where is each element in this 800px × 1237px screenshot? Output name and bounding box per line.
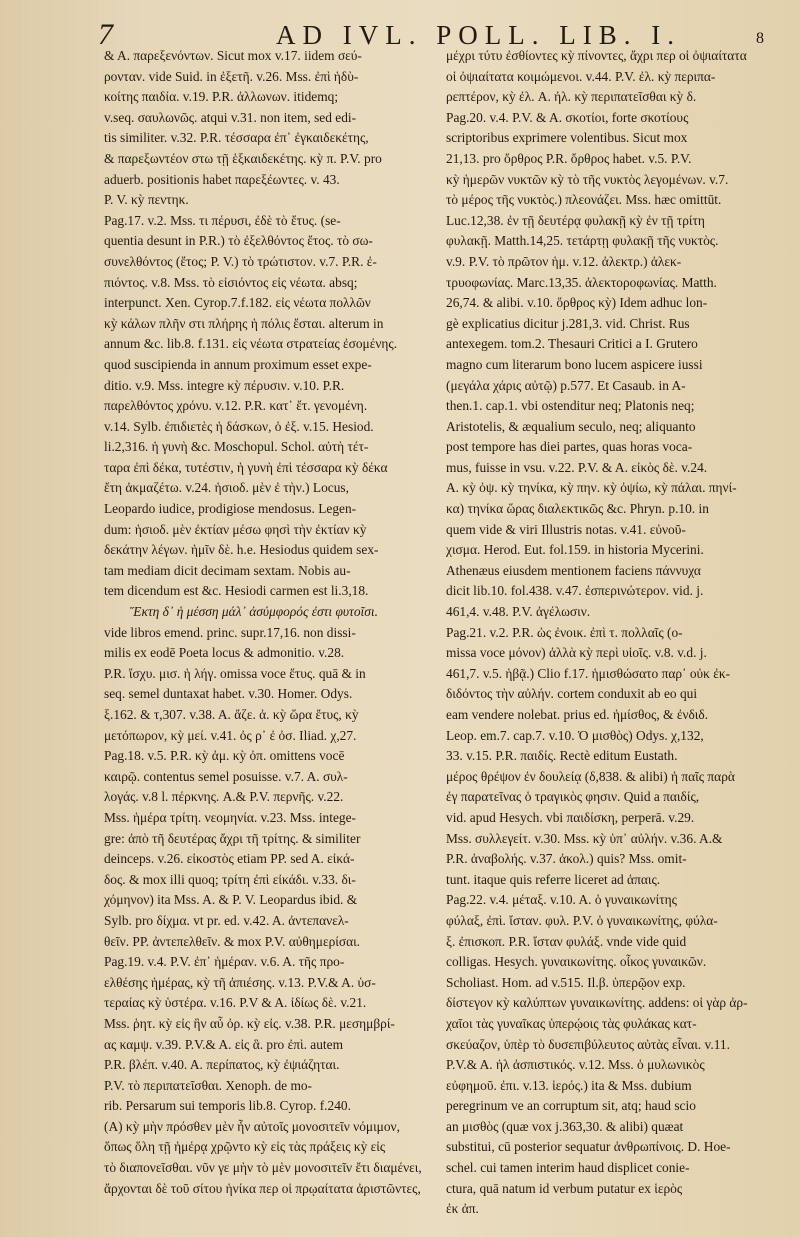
text-line: σκεύαζον, ὑπὲρ τὸ δυσεπιβύλευτος αὐτὰς εἶναι. v.11. <box>446 1036 730 1052</box>
text-line: 461,7. v.5. ἡβᾷ.) Clio f.17. ἡμισθώσατο παρ᾽ οὐκ ἐκ- <box>446 665 731 681</box>
text-line: schel. cui tamen interim haud displicet conie- <box>446 1160 690 1176</box>
text-line: peregrinum ve an corruptum sit, atq; haud scio <box>446 1098 696 1114</box>
text-line: Mss. ἡμέρα τρίτη. νεομηνία. v.23. Mss. intege- <box>104 809 357 825</box>
text-line: P.R. ἀναβολής. v.37. ἀκολ.) quis? Mss. omit- <box>446 851 687 867</box>
text-line: δος. & mox illi quoq; τρίτη ἐπὶ εἰκάδι. v.33. δι- <box>104 871 356 887</box>
text-line: & A. παρεξενόντων. Sicut mox v.17. iidem σεύ- <box>104 48 362 63</box>
text-line: κỳ κάλων πλῆν στι πλήρης ἡ πόλις ἔσται. alterum in <box>104 315 384 331</box>
text-line: P.R. βλέπ. v.40. A. περίπατος, κỳ ἐψιάζηται. <box>104 1057 340 1073</box>
text-line: P.V.& A. ἠλ ἀσπιστικός. v.12. Mss. ὁ μυλωνικὸς <box>446 1057 705 1073</box>
text-line: missa voce μόνον) ἀλλὰ κỳ περὶ υἱοῖς. v.8. v.d. j. <box>446 645 707 661</box>
text-line: χαῖοι τὰς γυναῖκας ὑπερῴοις τὰς φυλάκας κατ- <box>446 1015 697 1031</box>
text-line: λογάς. v.8 l. πέρκνης. A.& P.V. περνῆς. v.22. <box>104 789 344 805</box>
text-line: ταρα ἐπὶ δέκα, τυτέστιν, ἡ γυνὴ ἐπὶ τέσσαρα κỳ δέκα <box>104 459 388 475</box>
text-line: Pag.21. v.2. P.R. ὡς ἐνοικ. ἐπὶ τ. πολλαῖς (o- <box>446 624 683 640</box>
text-line: Mss. συλλεγείτ. v.30. Mss. κỳ ὑπ᾽ αὐλήν. v.36. A.& <box>446 830 723 846</box>
text-line: ξ. ἐπισκοπ. P.R. ἴσταν φυλάξ. vnde vide quid <box>446 933 687 949</box>
text-line: (μεγάλα χάρις αὐτῷ) p.577. Et Casaub. in A- <box>446 377 686 393</box>
text-line: 26,74. & alibi. v.10. ὄρθρος κỳ) Idem adhuc lon- <box>446 295 708 311</box>
text-line: P.V. τὸ περιπατεῖσθαι. Xenoph. de mo- <box>104 1077 313 1093</box>
left-column <box>104 46 447 1196</box>
text-line: milis ex eodē Poeta locus & admonitio. v.28. <box>104 645 345 661</box>
text-line: v.9. P.V. τὸ πρῶτον ἡμ. v.12. ἀλεκτρ.) ἀλεκ- <box>446 253 682 269</box>
text-line: 461,4. v.48. P.V. ἀγέλωσιν. <box>446 604 591 620</box>
text-line: mus, fuisse in vsu. v.22. P.V. & A. εἰκὸς δὲ. v.24. <box>446 459 708 475</box>
text-line: ας καμψ. v.39. P.V.& A. εἰς ἃ. pro ἐπὶ. autem <box>104 1036 344 1052</box>
text-line: διδόντος τὴν αὐλήν. cortem conduxit ab eo qui <box>446 686 698 702</box>
text-line: συνελθόντος (ἔτος; P. V.) τὸ τρώτιστον. v.7. P.R. ἐ- <box>104 253 377 269</box>
text-line: τὸ διαπονεῖσθαι. νῦν γε μὴν τὸ μὲν μονοσιτεῖν ἔτι διαμένει, <box>104 1160 422 1176</box>
text-line: 33. v.15. P.R. παιδίς. Rectè editum Eustath. <box>446 748 678 764</box>
text-line: aduerb. positionis habet παρεξέωντες. v. 43. <box>104 171 340 187</box>
text-line: ἐγ παρατεῖνας ὁ τραγικὸς φησιν. Quid a παιδίς, <box>446 789 700 805</box>
text-line: gè explicatius dicitur j.281,3. vid. Christ. Rus <box>446 315 690 331</box>
signature-mark: 8 <box>756 30 764 47</box>
text-line: eam vendere nolebat. prius ed. ἡμίσθος, & ἐνδιδ. <box>446 707 709 722</box>
text-line: Athenæus eiusdem mentionem faciens πάννυχα <box>446 562 701 578</box>
text-line: P. V. κỳ πεντηκ. <box>104 192 189 208</box>
text-line: ἔτη ἀκμαζέτω. v.24. ἡσιοδ. μὲν ἐ τὴν.) Locus, <box>104 480 349 496</box>
text-line: (A) κỳ μὴν πρόσθεν μὲν ἦν αὐτοῖς μονοσιτεῖν νόμιμον, <box>104 1118 400 1134</box>
right-column <box>446 46 789 1217</box>
text-line: tis similiter. v.32. P.R. τέσσαρα ἐπ᾽ ἐγκαιδεκέτης, <box>104 130 369 146</box>
text-line: colligas. Hesych. γυναικωνίτης. οἶκος γυναικῶν. <box>446 954 707 970</box>
text-line: quod suscipienda in annum proximum esset expe- <box>104 356 372 372</box>
text-line: Ἕκτη δ᾽ ἡ μέσση μάλ᾽ ἀσύμφορός ἐστι φυτοῖσι. <box>130 604 378 620</box>
text-line: an μισθὸς (quæ vox j.363,30. & alibi) quæat <box>446 1118 684 1134</box>
text-line: παρελθόντος χρόνυ. v.12. P.R. κατ᾽ ἔτ. γενομένη. <box>104 398 368 414</box>
text-line: rib. Persarum sui temporis lib.8. Cyrop. f.240. <box>104 1098 351 1114</box>
text-line: then.1. cap.1. vbi ostenditur neq; Platonis neq; <box>446 398 695 414</box>
text-line: χόμηνον) ita Mss. A. & P. V. Leopardus ibid. & <box>104 892 358 908</box>
text-line: Scholiast. Hom. ad v.515. Il.β. ὑπερῷον exp. <box>446 974 686 990</box>
text-line: ρονταν. vide Suid. in ἐξετῆ. v.26. Mss. ἐπὶ ἡδὺ- <box>104 68 359 84</box>
text-line: dicit lib.10. fol.438. v.47. ἐσπερινώτερον. vid. j. <box>446 583 704 599</box>
text-line: seq. semel duntaxat habet. v.30. Homer. Odys. <box>104 686 353 702</box>
text-line: magno cum literarum bono lucem aspicere iussi <box>446 356 703 372</box>
text-line: δίστεγον κỳ καλύπτων γυναικωνίτης. addens: οἱ γὰρ ἀρ- <box>446 995 748 1011</box>
text-line: antexegem. tom.2. Thesauri Critici a I. Grutero <box>446 336 698 352</box>
text-line: Mss. ῥητ. κỳ εἰς ἣν αὖ ὀρ. κỳ εἰς. v.38. P.R. μεσημβρί- <box>104 1015 395 1031</box>
text-line: τρυοφωνίας. Marc.13,35. ἀλεκτοροφωνίας. Matth. <box>446 274 717 290</box>
text-line: post tempore has diei partes, quas horas voca- <box>446 439 693 455</box>
text-line: vide libros emend. princ. supr.17,16. non dissi- <box>104 624 356 640</box>
text-line: Aristotelis, & æqualium seculo, neq; aliquanto <box>446 418 696 434</box>
text-line: ελθέσης ἡμέρας, κỳ τῆ ἀπιέσης. v.13. P.V.& A. ὑσ- <box>104 974 376 990</box>
text-line: tem dicendum est &c. Hesiodi carmen est li.3,18. <box>104 583 369 599</box>
text-line: μέρος θρέψον ἐν δουλείᾳ (δ,838. & alibi) ἡ παῖς παρὰ <box>446 768 735 784</box>
text-line: substitui, cū posterior sequatur ἀνθρωπίνοις. D. Hoe- <box>446 1139 731 1155</box>
running-head: AD IVL. POLL. LIB. I. <box>276 20 681 50</box>
text-line: ἄρχονται δὲ τοῦ σίτου ἡνίκα περ οἱ πρῳαίτατα ἀριστῶντες, <box>104 1180 421 1196</box>
text-line: 21,13. pro ὄρθρος P.R. ὄρθρος habet. v.5. P.V. <box>446 150 692 166</box>
text-line: δεκάτην λέγων. ἡμῖν δὲ. h.e. Hesiodus quidem sex- <box>104 542 379 558</box>
text-line: quem vide & viri Illustris notas. v.41. εὐνοῦ- <box>446 521 686 537</box>
text-line: v.seq. σαυλωνῶς. atqui v.31. non item, sed edi- <box>104 109 357 125</box>
text-line: Pag.17. v.2. Mss. τι πέρυσι, ἐδὲ τὸ ἔτυς. (se- <box>104 212 341 228</box>
text-line: v.14. Sylb. ἐπιδιετὲς ἡ δάσκων, ὁ ἐξ. v.15. Hesiod. <box>104 418 374 434</box>
text-line: φύλαξ, ἐπὶ. ἴσταν. φυλ. P.V. ὁ γυναικωνίτης, φύλα- <box>446 912 718 928</box>
text-line: τεραίας κỳ ὑστέρα. v.16. P.V & A. ἰδίως δὲ. v.21. <box>104 995 367 1011</box>
text-line: μέχρι τύτυ ἐσθίοντες κỳ πίνοντες, ἄχρι περ οἱ ὀψιαίτατα <box>446 48 747 63</box>
text-line: ὅπως ὅλη τῇ ἡμέρᾳ χρῷντο κỳ εἰς τὰς πράξεις κỳ εἰς <box>104 1139 386 1155</box>
text-line: li.2,316. ἡ γυνὴ &c. Moschopul. Schol. αὐτὴ τέτ- <box>104 439 369 455</box>
text-line: scriptoribus exprimere volentibus. Sicut mox <box>446 130 688 146</box>
page-number: 7 <box>98 18 114 51</box>
text-line: tunt. itaque quis referre liceret ad ἁπαις. <box>446 871 661 887</box>
text-line: ρεπτέρον, κỳ ἐλ. A. ἠλ. κỳ περιπατεῖσθαι κỳ δ. <box>446 89 697 105</box>
text-line: Pag.19. v.4. P.V. ἐπ᾽ ἡμέραν. v.6. A. τῆς προ- <box>104 954 345 970</box>
text-line: A. κỳ ὀψ. κỳ τηνίκα, κỳ πην. κỳ ὀψίω, κỳ πάλαι. πηνί- <box>446 480 737 496</box>
text-line: Leop. em.7. cap.7. v.10. Ὁ μισθὸς) Odys. χ,132, <box>446 727 704 743</box>
text-line: Pag.18. v.5. P.R. κỳ ἀμ. κỳ ὀπ. omittens vocē <box>104 748 345 764</box>
text-line: ἐκ ἀπ. <box>446 1201 479 1217</box>
text-line: Sylb. pro δίχμα. vt pr. ed. v.42. A. ἀντεπανελ- <box>104 912 349 928</box>
text-line: τὸ μέρος τῆς νυκτὸς.) πλεονάζει. Mss. hæc omittūt. <box>446 192 722 208</box>
text-line: καιρῷ. contentus semel posuisse. v.7. A. συλ- <box>104 768 348 784</box>
text-line: εὐφημοῦ. ἐπι. v.13. ἱερός.) ita & Mss. dubium <box>446 1077 692 1093</box>
text-line: Luc.12,38. ἐν τῇ δευτέρᾳ φυλακῇ κỳ ἐν τῇ τρίτη <box>446 212 705 228</box>
text-line: ξ.162. & τ,307. v.38. A. ἄζε. ἀ. κỳ ὥρα ἔτυς, κỳ <box>104 707 359 722</box>
text-line: dum: ἡσιοδ. μὲν ἐκτίαν μέσω φησὶ τὴν ἐκτίαν κỳ <box>104 521 367 537</box>
text-line: μετόπωρον, κỳ μεί. v.41. ὀς ρ᾽ ἐ ὀσ. Iliad. χ,27. <box>104 727 357 743</box>
text-line: κα) τηνίκα ὥρας διαλεκτικῶς &c. Phryn. p.10. in <box>446 501 709 517</box>
text-line: interpunct. Xen. Cyrop.7.f.182. εἰς νέωτα πολλῶν <box>104 295 371 311</box>
text-line: κỳ ἡμερῶν νυκτῶν κỳ τὸ τῆς νυκτὸς λεγομένων. v.7. <box>446 171 729 187</box>
text-line: οἱ ὀψιαίτατα κοιμώμενοι. v.44. P.V. ἐλ. κỳ περιπα- <box>446 68 716 84</box>
text-line: ctura, quā natum id verbum putatur ex ἱερὸς <box>446 1180 683 1196</box>
text-line: κοίτης παιδία. v.19. P.R. ἀλλωνων. itidemq; <box>104 89 339 105</box>
text-line: vid. apud Hesych. vbi παιδίσκη, perperā. v.29. <box>446 809 695 825</box>
text-line: gre: ἀπὸ τῆ δευτέρας ἄχρι τῆ τρίτης. & similiter <box>104 830 361 846</box>
text-line: θεῖν. PP. ἀντεπελθεῖν. & mox P.V. αὐθημερίσαι. <box>104 933 361 949</box>
text-line: P.R. ἴσχυ. μισ. ἡ λήγ. omissa voce ἔτυς. quā & in <box>104 665 366 681</box>
text-line: Pag.22. v.4. μέταξ. v.10. A. ὁ γυναικωνίτης <box>446 892 677 908</box>
text-line: annum &c. lib.8. f.131. εἰς νέωτα στρατείας ἐσομένης. <box>104 336 398 352</box>
text-line: πιόντος. v.8. Mss. τὸ εἰσιόντος εἰς νέωτα. absq; <box>104 274 358 290</box>
text-line: quentia desunt in P.R.) τὸ ἐξελθόντος ἔτος. τὸ σω- <box>104 233 373 249</box>
text-line: deinceps. v.26. εἰκοστὸς etiam PP. sed A. εἰκά- <box>104 851 355 867</box>
text-line: χισμα. Herod. Eut. fol.159. in historia Mycerini. <box>446 542 704 558</box>
text-line: & παρεξωντέον στω τῇ ἑξκαιδεκέτης. κỳ π. P.V. pro <box>104 150 382 166</box>
text-line: Pag.20. v.4. P.V. & A. σκοτίοι, forte σκοτίους <box>446 109 689 125</box>
text-line: Leopardo iudice, prodigiose mendosus. Legen- <box>104 501 357 517</box>
text-line: ditio. v.9. Mss. integre κỳ πέρυσιν. v.10. P.R. <box>104 377 345 393</box>
text-line: tam mediam dicit decimam sextam. Nobis au- <box>104 562 351 578</box>
text-line: φυλακῇ. Matth.14,25. τετάρτῃ φυλακῇ τῆς νυκτὸς. <box>446 233 719 249</box>
